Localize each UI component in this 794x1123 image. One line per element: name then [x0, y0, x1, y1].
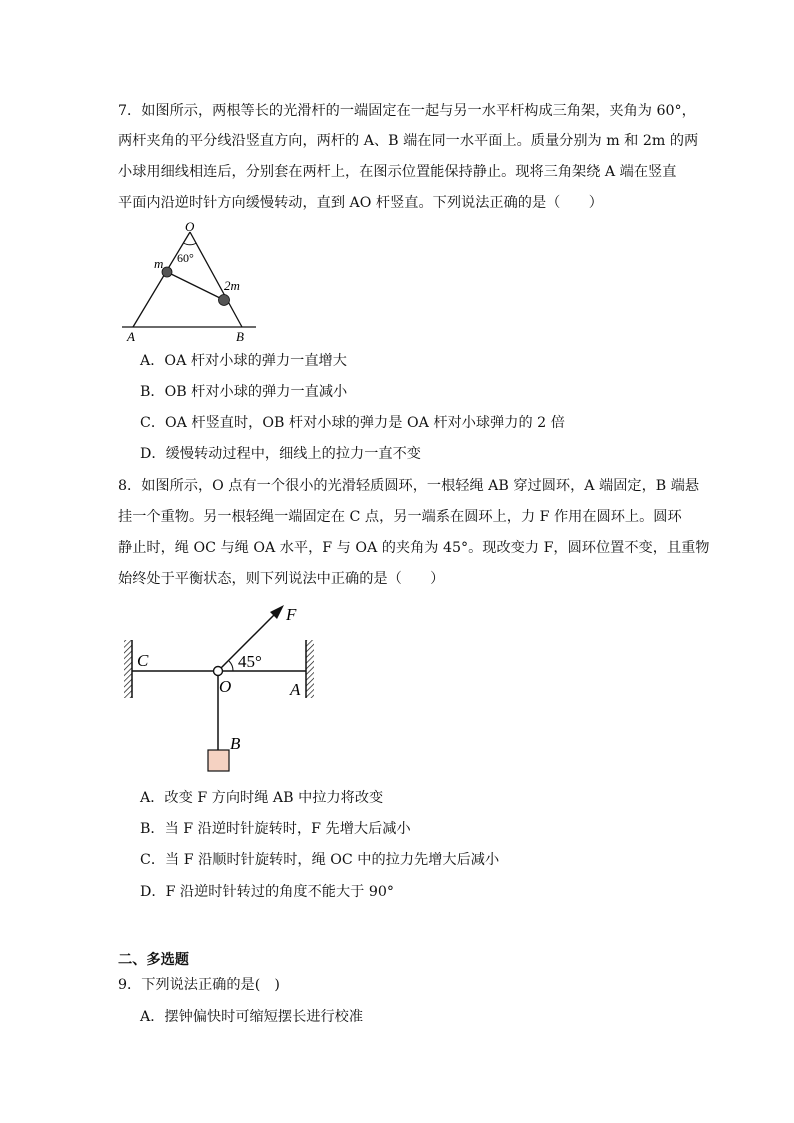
section-title-multiple-choice: 二、多选题: [118, 952, 189, 968]
q7-stem-line-3: 小球用细线相连后，分别套在两杆上，在图示位置能保持静止。现将三角架绕 A 端在竖直: [118, 164, 677, 180]
q8-ring-figure: [120, 600, 320, 775]
label-b: B: [230, 734, 241, 753]
q8-option-b: B．当 F 沿逆时针旋转时，F 先增大后减小: [140, 821, 411, 837]
q7-triangle-figure: [118, 220, 258, 345]
weight-b: [208, 750, 229, 771]
label-a: A: [290, 680, 301, 699]
q7-stem-line-1: 7．如图所示，两根等长的光滑杆的一端固定在一起与另一水平杆构成三角架，夹角为 60°，: [118, 103, 696, 119]
q8-stem-line-3: 静止时，绳 OC 与绳 OA 水平，F 与 OA 的夹角为 45°。现改变力 F，圆环位置不变，且重物: [118, 540, 710, 556]
q7-option-d: D．缓慢转动过程中，细线上的拉力一直不变: [140, 446, 421, 462]
right-wall: [306, 640, 314, 698]
q8-stem-line-1: 8．如图所示，O 点有一个很小的光滑轻质圆环，一根轻绳 AB 穿过圆环，A 端固定，B 端悬: [118, 478, 700, 494]
connecting-string: [167, 272, 224, 300]
q7-option-c: C．OA 杆竖直时，OB 杆对小球的弹力是 OA 杆对小球弹力的 2 倍: [140, 415, 565, 431]
label-o: O: [219, 677, 232, 696]
q8-option-d: D．F 沿逆时针转过的角度不能大于 90°: [140, 884, 395, 900]
label-60: 60°: [177, 251, 194, 265]
label-o: O: [185, 219, 195, 234]
ball-m: [162, 267, 172, 277]
q7-option-a: A．OA 杆对小球的弹力一直增大: [140, 353, 347, 369]
label-2m: 2m: [224, 278, 240, 293]
q8-option-c: C．当 F 沿顺时针旋转时，绳 OC 中的拉力先增大后减小: [140, 852, 500, 868]
label-m: m: [154, 256, 164, 271]
q8-option-a: A．改变 F 方向时绳 AB 中拉力将改变: [140, 790, 384, 806]
ring-o: [214, 667, 223, 676]
angle-arc-45: [229, 661, 233, 671]
label-45: 45°: [238, 652, 262, 671]
label-a: A: [127, 329, 135, 344]
q9-option-a: A．摆钟偏快时可缩短摆长进行校准: [140, 1009, 364, 1025]
label-c: C: [137, 651, 149, 670]
left-wall: [124, 640, 132, 698]
q8-stem-line-4: 始终处于平衡状态，则下列说法中正确的是（ ）: [118, 571, 445, 587]
label-f: F: [286, 605, 297, 624]
ball-2m: [219, 295, 230, 306]
q7-stem-line-4: 平面内沿逆时针方向缓慢转动，直到 AO 杆竖直。下列说法正确的是（ ）: [118, 195, 603, 211]
label-b: B: [236, 329, 244, 344]
q9-stem: 9．下列说法正确的是( ): [118, 977, 280, 993]
q7-stem-line-2: 两杆夹角的平分线沿竖直方向，两杆的 A、B 端在同一水平面上。质量分别为 m 和 2m 的两: [118, 133, 699, 149]
q8-stem-line-2: 挂一个重物。另一根轻绳一端固定在 C 点，另一端系在圆环上，力 F 作用在圆环上。圆环: [118, 509, 682, 525]
q7-option-b: B．OB 杆对小球的弹力一直减小: [140, 384, 348, 400]
angle-arc: [184, 243, 197, 245]
